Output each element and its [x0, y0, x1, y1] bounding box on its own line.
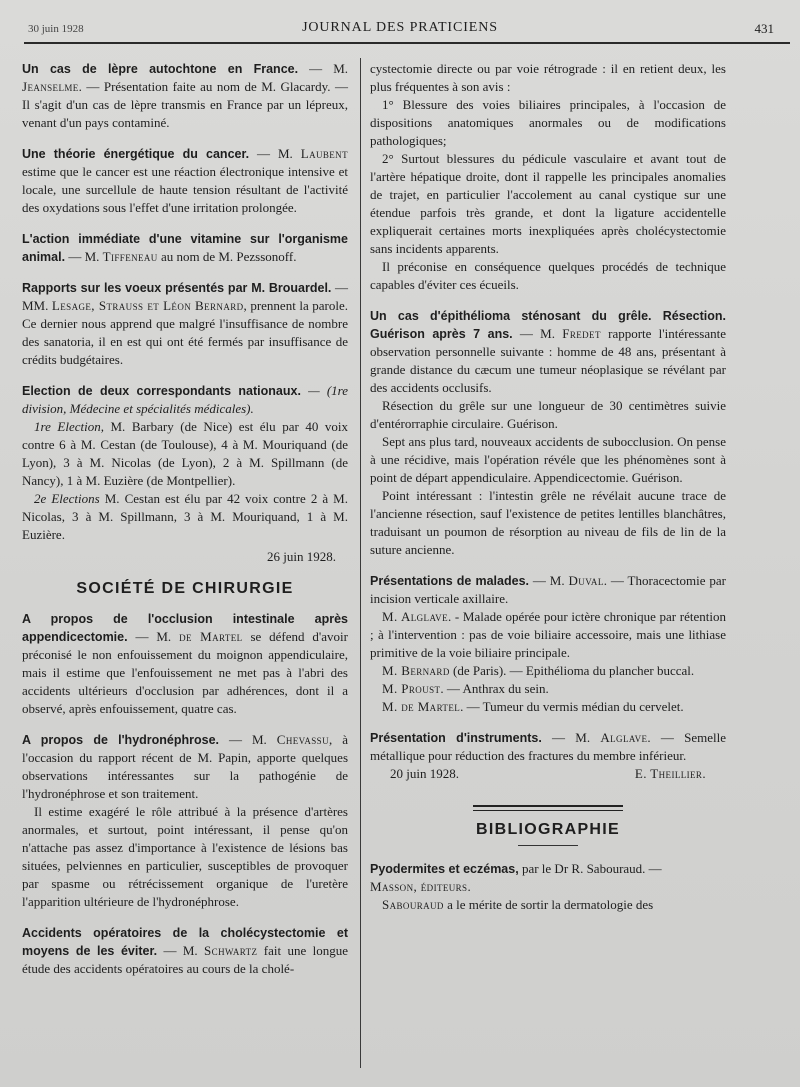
page-number: 431 — [754, 21, 774, 36]
article-body: rapporte l'intéressante observation personnelle suivante : homme de 48 ans, présentant à grande distance du cæcum une tumeur néoplasique se révélant par des accidents occlusifs. — [370, 326, 726, 395]
article-lead: — M. — [529, 573, 569, 588]
election-first-text: M. Barbary (de Nice) est élu par 40 voix contre 6 à M. Cestan (de Toulouse), 4 à M. Mouriquand (de Lyon), 3 à M. Nicolas (de Lyon), 2 à M. Spillmann (de Nancy), 1 à M. Euzière (de Montpellier). — [22, 419, 348, 488]
article-title: Présentations de malades. — [370, 574, 529, 588]
article-title: Rapports sur les voeux présentés par M. Brouardel. — [22, 281, 332, 295]
malade-author: M. de Martel — [382, 699, 461, 714]
article-lead: — M. — [65, 249, 103, 264]
bib-publisher: Masson, éditeurs. — [370, 879, 472, 894]
malade-text: (de Paris). — Epithélioma du plancher buccal. — [449, 663, 695, 678]
malade-text: . — Tumeur du vermis médian du cervelet. — [460, 699, 684, 714]
article-author: Jeanselme — [22, 79, 79, 94]
header-date: 30 juin 1928 — [28, 23, 84, 35]
malade-item — [370, 662, 726, 680]
malade-item — [370, 680, 726, 698]
bib-entry-title: Pyodermites et eczémas, — [370, 862, 519, 876]
instruments-date: 20 juin 1928. — [390, 766, 459, 781]
article-hydronephrose — [22, 731, 348, 803]
article-author: Lesage, Strauss et Léon Bernard — [51, 298, 244, 313]
journal-title: JOURNAL DES PRATICIENS — [302, 20, 498, 35]
bibliography-title: BIBLIOGRAPHIE — [475, 821, 621, 838]
election-first-label: 1re Election, — [34, 419, 104, 434]
article-body: , prennent la parole. Ce dernier nous apprend que malgré l'insuffisance de nombre des sanatoria, il en est qui ont été fermés par insuffisance de crédits budgétaires. — [22, 298, 349, 367]
malade-text: . - Malade opérée pour ictère chronique par rétention ; à l'intervention : pas de voie biliaire accessoire, mais une lithiase primitive de la voie biliaire principale. — [370, 609, 726, 660]
continuation-para: cystectomie directe ou par voie rétrograde : il en retient deux, les plus fréquentes à son avis : — [370, 61, 726, 94]
article-instruments — [370, 729, 726, 765]
malade-text: . — Anthrax du sein. — [440, 681, 549, 696]
malade-item — [370, 698, 726, 716]
malade-author: M. Proust — [382, 681, 441, 696]
article-title: Une théorie énergétique du cancer. — [22, 147, 250, 161]
article-title: L'action immédiate d'une vitamine sur l'organisme animal. — [22, 232, 348, 264]
instruments-signoff — [370, 765, 726, 783]
bibliography-publisher — [370, 878, 726, 896]
bib-text: a le mérite de sortir la dermatologie des — [443, 897, 654, 912]
article-body: se défend d'avoir préconisé le non enfouissement du moignon appendiculaire, mais il estime que l'enfouissement ne met pas à l'abri des accidents ultérieurs d'occlusion par adhérences, dont il a observé, après enfouissement, quatre cas. — [22, 629, 348, 716]
article-malades — [370, 572, 726, 608]
article-body: . — Présentation faite au nom de M. Glacardy. — Il s'agit d'un cas de lèpre transmis en France par un lépreux, venant d'un pays contaminé. — [22, 79, 348, 130]
left-column — [22, 60, 348, 978]
malade-author: M. Bernard — [382, 663, 450, 678]
article-lead: — M. — [157, 943, 205, 958]
bibliography-text — [370, 896, 726, 914]
article-occlusion — [22, 610, 348, 718]
bibliography-entry — [370, 860, 726, 878]
article-author: de Martel — [179, 629, 243, 644]
article-lead: — M. — [127, 629, 180, 644]
article-vitamine — [22, 230, 348, 266]
article-title: Un cas d'épithélioma sténosant du grêle. Résection. Guérison après 7 ans. — [370, 309, 726, 341]
section-title-chirurgie: SOCIÉTÉ DE CHIRURGIE — [76, 580, 294, 597]
election-second — [22, 490, 348, 544]
article-cancer — [22, 145, 348, 217]
continuation-para: Il préconise en conséquence quelques procédés de technique capables d'éviter ces écueils. — [370, 259, 726, 292]
column-divider — [360, 58, 361, 1068]
article-hydronephrose-cont: Il estime exagéré le rôle attribué à la présence d'artères anormales, et surtout, point intéressant, il pense qu'on n'attache pas assez d'importance à l'existence de lésions bas situées, pelviennes en particulier, susceptibles de provoquer par spasme ou rétrécissement organique de l'uretère l'apparition ultérieure de l'hydronéphrose. — [22, 804, 348, 909]
section-rule — [473, 805, 623, 811]
malade-author: M. Alglave — [382, 609, 448, 624]
article-rapports — [22, 279, 348, 369]
article-author: Alglave — [600, 730, 648, 745]
article-body: au nom de M. Pezssonoff. — [157, 249, 297, 264]
election-heading — [22, 382, 348, 418]
article-body: . — Semelle métallique pour réduction des fractures du membre inférieur. — [370, 730, 727, 763]
continuation-para: 1° Blessure des voies biliaires principales, à l'occasion de dispositions anatomiques anormales ou de modifications pathologiques; — [370, 97, 726, 148]
election-second-text: M. Cestan est élu par 42 voix contre 2 à M. Nicolas, 3 à M. Spillmann, 3 à M. Mouriquand, 1 à M. Euzière. — [22, 491, 348, 542]
article-cholecystectomie — [22, 924, 348, 978]
election-date: 26 juin 1928. — [267, 549, 336, 564]
right-column — [370, 60, 726, 914]
epithelioma-para: Point intéressant : l'intestin grêle ne révélait aucune trace de l'ancienne résection, sauf l'existence de petites lentilles blanchâtres, traduisant un poumon de résorption au niveau de fils de lin de la suture ancienne. — [370, 488, 726, 557]
article-body: fait une longue étude des accidents opératoires au cours de la cholé- — [22, 943, 349, 976]
article-lead: — M. — [249, 146, 301, 161]
article-title: A propos de l'hydronéphrose. — [22, 733, 220, 747]
election-title: Election de deux correspondants nationaux. — [22, 384, 301, 398]
article-title: Accidents opératoires de la cholécystectomie et moyens de les éviter. — [22, 926, 348, 958]
epithelioma-para: Sept ans plus tard, nouveaux accidents de subocclusion. On pense à une récidive, mais l'opération révéle que les phénomènes sont à point de départ appendiculaire. Appendicectomie. Guérison. — [370, 434, 726, 485]
header-rule — [24, 42, 790, 44]
article-author: Fredet — [562, 326, 601, 341]
article-title: A propos de l'occlusion intestinale après appendicectomie. — [22, 612, 348, 644]
article-lead: — M. — [298, 61, 349, 76]
article-lepre — [22, 60, 348, 132]
bib-text-author: Sabouraud — [382, 897, 444, 912]
article-author: Tiffeneau — [102, 249, 158, 264]
bib-entry-author: par le Dr R. Sabouraud. — — [518, 861, 662, 876]
page-header — [24, 20, 776, 42]
article-lead: — M. — [512, 326, 563, 341]
election-second-label: 2e Elections — [34, 491, 100, 506]
article-title: Un cas de lèpre autochtone en France. — [22, 62, 299, 76]
epithelioma-para: Résection du grêle sur une longueur de 30 centimètres suivie d'entérorraphie circulaire. Guérison. — [370, 398, 726, 431]
article-lead: — M. — [541, 730, 601, 745]
election-first — [22, 418, 348, 490]
article-author: Duval — [568, 573, 604, 588]
article-author: Schwartz — [204, 943, 258, 958]
article-body: estime que le cancer est une réaction électronique intensive et locale, une surcellule de haute tension résultant de l'activité des oxydations sous l'effet d'une irritation prolongée. — [22, 164, 348, 215]
article-body: , à l'occasion du rapport récent de M. Papin, apporte quelques observations intéressantes sur la pathogénie de l'hydronéphrose et son traitement. — [22, 732, 348, 801]
article-author: Laubent — [300, 146, 348, 161]
election-division: — (1re division, Médecine et spécialités médicales). — [22, 383, 348, 416]
malade-item — [370, 608, 726, 662]
bibliography-rule — [518, 845, 578, 846]
article-epithelioma — [370, 307, 726, 397]
article-title: Présentation d'instruments. — [370, 731, 542, 745]
article-lead: — M. — [219, 732, 277, 747]
article-body: . — Thoracectomie par incision verticale axillaire. — [370, 573, 726, 606]
article-lead: — MM. — [22, 280, 348, 313]
article-author: Chevassu — [276, 732, 329, 747]
instruments-signature: E. Theillier. — [634, 766, 706, 781]
continuation-para: 2° Surtout blessures du pédicule vasculaire et avant tout de l'artère hépatique droite, dont il rappelle les principales anomalies de trajet, en particulier l'accolement au canal cystique sur une étendue parfois très grande, et dont la ligature accidentelle expliquerait certaines morts inexpliquées après cholécystectomie sans incidents apparents. — [370, 151, 726, 256]
